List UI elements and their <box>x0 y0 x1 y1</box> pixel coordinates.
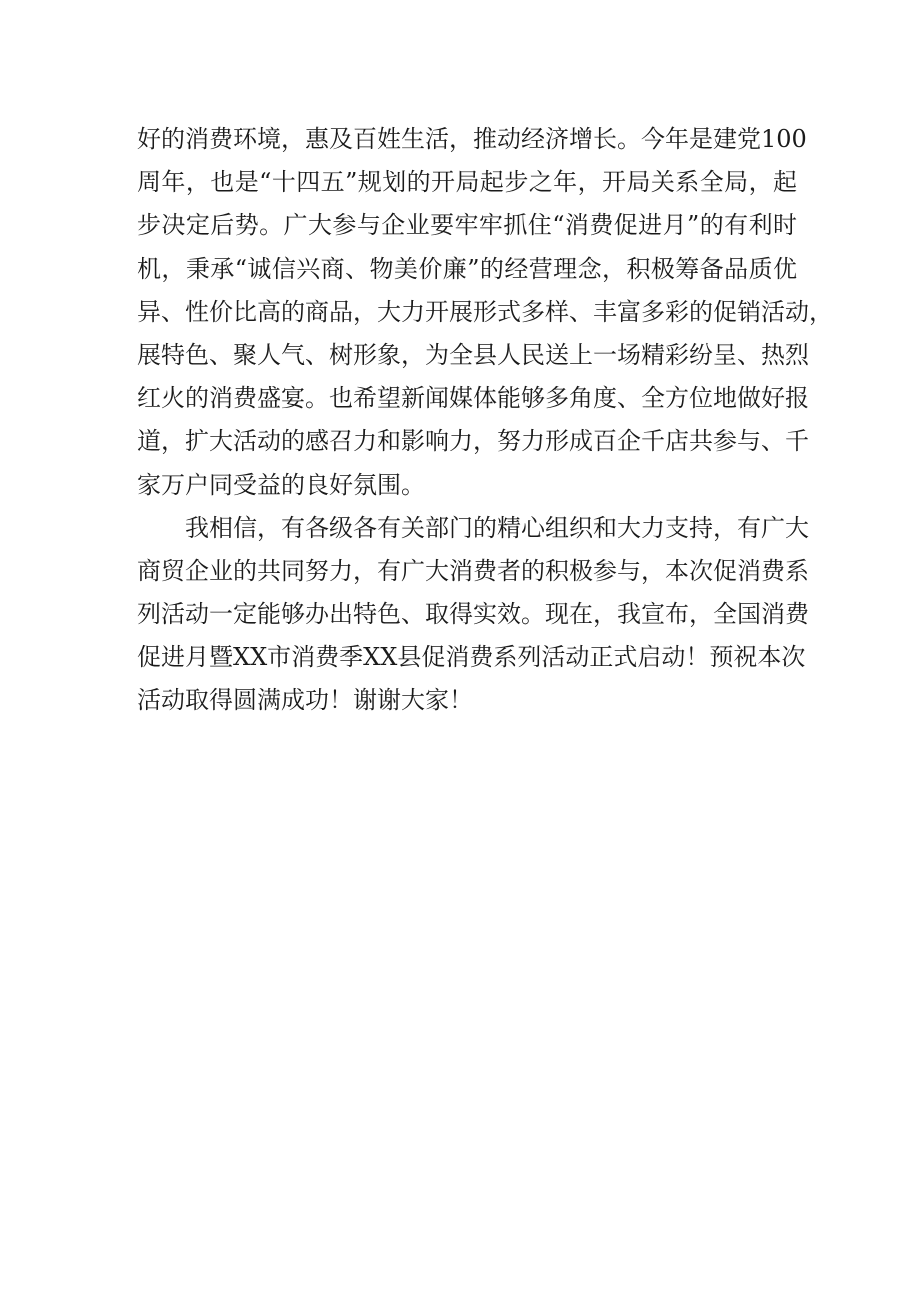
paragraph-1 <box>137 118 833 507</box>
paragraph-line: 展特色、聚人气、树形象，为全县人民送上一场精彩纷呈、热烈 <box>137 340 809 369</box>
paragraph-line: 活动取得圆满成功！谢谢大家！ <box>137 686 473 715</box>
paragraph-line: 红火的消费盛宴。也希望新闻媒体能够多角度、全方位地做好报 <box>137 384 809 413</box>
paragraph-line: 道，扩大活动的感召力和影响力，努力形成百企千店共参与、千 <box>137 427 809 456</box>
paragraph-line: 机，秉承“诚信兴商、物美价廉”的经营理念，积极筹备品质优 <box>137 254 797 283</box>
paragraph-line: 好的消费环境，惠及百姓生活，推动经济增长。今年是建党100 <box>137 125 807 153</box>
paragraph-line: 促进月暨XX市消费季XX县促消费系列活动正式启动！预祝本次 <box>137 643 806 672</box>
paragraph-line: 我相信，有各级各有关部门的精心组织和大力支持，有广大 <box>185 513 809 542</box>
paragraph-line: 异、性价比高的商品，大力开展形式多样、丰富多彩的促销活动， <box>137 297 833 326</box>
paragraph-line: 步决定后势。广大参与企业要牢牢抓住“消费促进月”的有利时 <box>137 211 797 240</box>
paragraph-line: 商贸企业的共同努力，有广大消费者的积极参与，本次促消费系 <box>137 556 809 585</box>
paragraph-line: 周年，也是“十四五”规划的开局起步之年，开局关系全局，起 <box>137 168 797 197</box>
paragraph-2 <box>137 507 809 723</box>
paragraph-line: 列活动一定能够办出特色、取得实效。现在，我宣布，全国消费 <box>137 600 809 629</box>
document-body <box>137 118 833 723</box>
paragraph-line: 家万户同受益的良好氛围。 <box>137 470 425 499</box>
